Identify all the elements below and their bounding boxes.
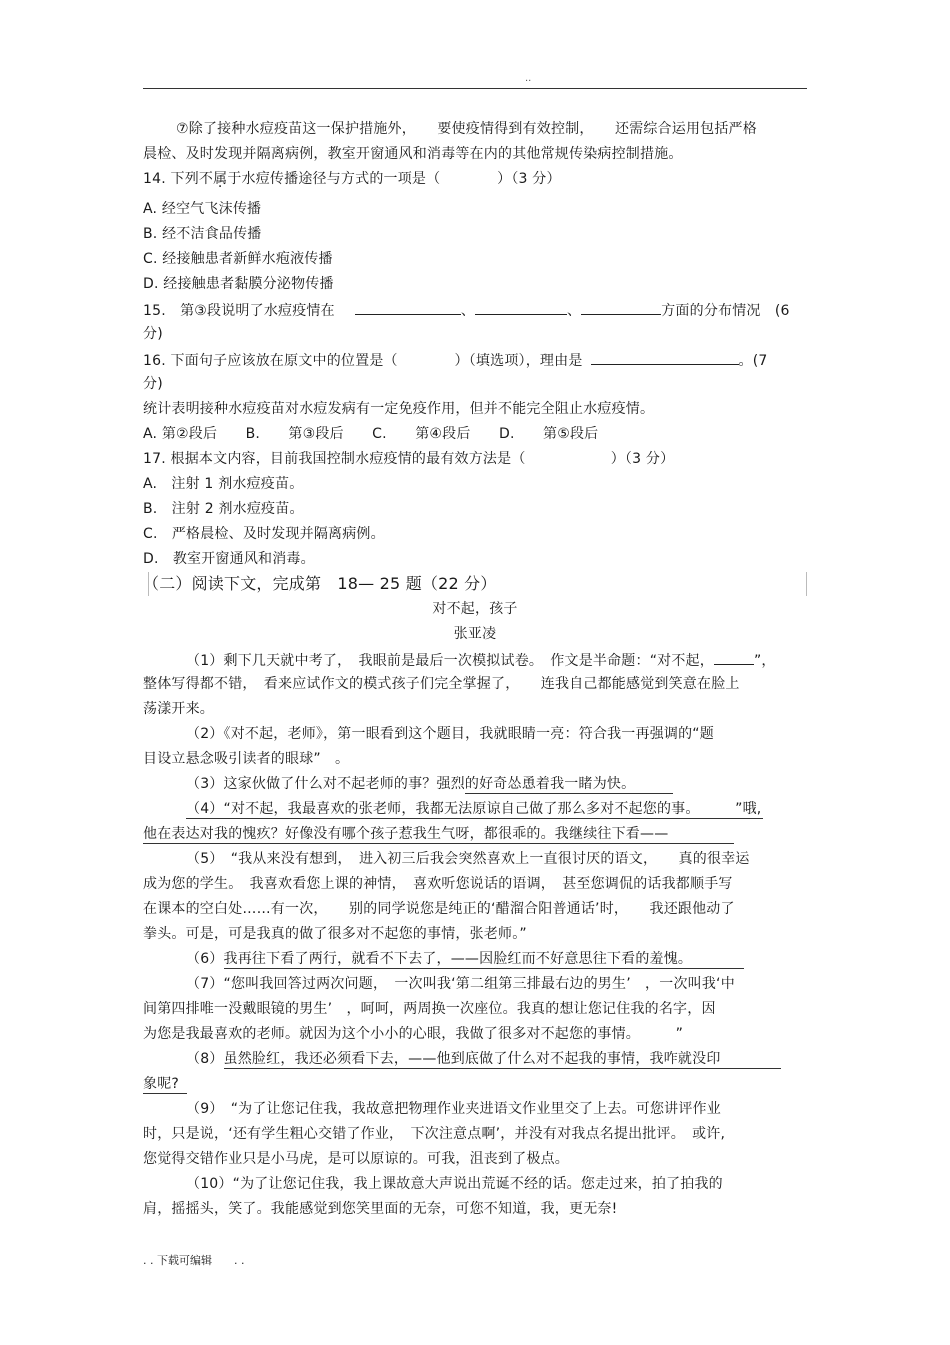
story-p4-text: （4）“对不起，我最喜欢的张老师，我都无法原谅自己做了那么多对不起您的事。 ”哦, xyxy=(186,801,762,817)
q14-option-d: D. 经接触患者黏膜分泌物传播 xyxy=(143,276,334,292)
story-p6-num: （6） xyxy=(186,951,224,967)
header-rule xyxy=(143,88,807,89)
story-p9-line-3: 您觉得交错作业只是小马虎，是可以原谅的。可我，沮丧到了极点。 xyxy=(143,1151,569,1167)
story-p4-line-2 xyxy=(143,825,734,843)
q15-stem: 15. 第③段说明了水痘疫情在 xyxy=(143,303,335,319)
question-15-stem xyxy=(143,300,790,320)
q17-option-c: C. 严格晨检、及时发现并隔离病例。 xyxy=(143,526,385,542)
q14-option-c: C. 经接触患者新鲜水疱液传播 xyxy=(143,251,333,267)
story-p7-line-1: （7）“您叫我回答过两次问题， 一次叫我‘第二组第三排最右边的男生’ ，一次叫我‘中 xyxy=(186,976,735,992)
q15-sep-1: 、 xyxy=(460,303,476,319)
story-p8-underlined-2: 象呢? xyxy=(143,1076,187,1094)
q16-tail: 。(7 xyxy=(738,353,768,369)
q16-tail-2: 分) xyxy=(143,376,163,392)
question-14-stem xyxy=(143,170,561,188)
footer-text: . . 下载可编辑 . . xyxy=(143,1254,245,1267)
q17-option-a: A. 注射 1 剂水痘疫苗。 xyxy=(143,476,304,492)
q15-tail-2: 分) xyxy=(143,326,163,342)
story-title: 对不起，孩子 xyxy=(432,601,518,617)
title-blank xyxy=(714,650,754,665)
story-p9-line-2: 时，只是说，‘还有学生粗心交错了作业， 下次注意点啊’，并没有对我点名提出批评。 或许, xyxy=(143,1126,726,1142)
story-p5-line-3: 在课本的空白处……有一次， 别的同学说您是纯正的‘醋溜合阳普通话’时， 我还跟他动了 xyxy=(143,901,735,917)
story-p1-line-1 xyxy=(186,650,776,670)
q14-stem-pre: 14. 下列 xyxy=(143,171,199,187)
story-p1-line-3: 荡漾开来。 xyxy=(143,701,214,717)
story-p7-line-3: 为您是我最喜欢的老师。就因为这个小小的心眼，我做了很多对不起您的事情。 ” xyxy=(143,1026,684,1042)
q15-blank-2[interactable] xyxy=(475,300,567,315)
story-p1-quote-end: ”， xyxy=(753,653,776,669)
header-dots: .. xyxy=(525,73,532,84)
q14-stem-post: 水痘传播途径与方式的一项是（ ）（3 分） xyxy=(241,171,561,187)
paragraph-7-line-1: ⑦除了接种水痘疫苗这一保护措施外， 要使疫情得到有效控制， 还需综合运用包括严格 xyxy=(176,121,757,137)
story-p7-line-2: 间第四排唯一没戴眼镜的男生’ ，呵呵，两周换一次座位。我真的想让您记住我的名字，因 xyxy=(143,1001,716,1017)
story-p8-underlined: 虽然脸红，我还必须看下去，——他到底做了什么对不起我的事情，我咋就没印 xyxy=(224,1051,781,1069)
story-p4-line-1 xyxy=(186,800,763,818)
story-p10-line-1: （10）“为了让您记住我，我上课故意大声说出荒诞不经的话。您走过来，拍了拍我的 xyxy=(186,1176,723,1192)
story-p10-line-2: 肩，摇摇头，笑了。我能感觉到您笑里面的无奈，可您不知道，我，更无奈! xyxy=(143,1201,618,1217)
q14-option-a: A. 经空气飞沫传播 xyxy=(143,201,262,217)
paragraph-7-line-2: 晨检、及时发现并隔离病例，教室开窗通风和消毒等在内的其他常规传染病控制措施。 xyxy=(143,146,683,162)
q14-option-b: B. 经不洁食品传播 xyxy=(143,226,262,242)
story-author: 张亚凌 xyxy=(453,626,497,642)
story-p1-line-2: 整体写得都不错， 看来应试作文的模式孩子们完全掌握了， 连我自己都能感觉到笑意在脸上 xyxy=(143,676,740,692)
q17-option-d: D. 教室开窗通风和消毒。 xyxy=(143,551,315,567)
story-p3 xyxy=(186,775,673,793)
section-right-bar xyxy=(806,572,808,596)
question-17-stem: 17. 根据本文内容，目前我国控制水痘疫情的最有效方法是（ ）（3 分） xyxy=(143,451,675,467)
q16-blank[interactable] xyxy=(591,350,739,365)
story-p3-text: （3）这家伙做了什么对不起老师的事？强烈 xyxy=(186,776,465,792)
q14-emphasis: 不属于 xyxy=(198,171,242,187)
story-p5-line-2: 成为您的学生。 我喜欢看您上课的神情， 喜欢听您说话的语调， 甚至您调侃的话我都顺手写 xyxy=(143,876,733,892)
story-p2-line-2: 目设立悬念吸引读者的眼球” 。 xyxy=(143,751,350,767)
story-p8-line-2 xyxy=(143,1075,187,1093)
story-p1-text: （1）剩下几天就中考了， 我眼前是最后一次模拟试卷。 作文是半命题：“对不起， xyxy=(186,653,714,669)
q16-sentence: 统计表明接种水痘疫苗对水痘发病有一定免疫作用，但并不能完全阻止水痘疫情。 xyxy=(143,401,655,417)
q15-tail: 方面的分布情况 (6 xyxy=(661,303,790,319)
section-2-heading: （二）阅读下文，完成第 18— 25 题（22 分） xyxy=(143,574,497,593)
story-p5-line-1: （5） “我从来没有想到， 进入初三后我会突然喜欢上一直很讨厌的语文， 真的很幸运 xyxy=(186,851,750,867)
story-p2-line-1: （2）《对不起，老师》，第一眼看到这个题目，我就眼睛一亮：符合我一再强调的“题 xyxy=(186,726,714,742)
q15-blank-1[interactable] xyxy=(355,300,461,315)
question-16-stem xyxy=(143,350,768,370)
story-p4-underlined: 他在表达对我的愧疚？好像没有哪个孩子惹我生气呀，都很乖的。我继续往下看—— xyxy=(143,826,734,844)
story-p8-num: （8） xyxy=(186,1051,224,1067)
story-p5-line-4: 拳头。可是，可是我真的做了很多对不起您的事情，张老师。” xyxy=(143,926,527,942)
story-p3-underlined: 的好奇怂恿着我一睹为快。 xyxy=(465,776,673,794)
q16-stem: 16. 下面句子应该放在原文中的位置是（ ）（填选项），理由是 xyxy=(143,353,583,369)
q15-sep-2: 、 xyxy=(567,303,582,319)
q15-blank-3[interactable] xyxy=(581,300,661,315)
story-p8-line-1 xyxy=(186,1050,781,1068)
q16-options: A. 第②段后 B. 第③段后 C. 第④段后 D. 第⑤段后 xyxy=(143,426,599,442)
story-p6-underlined: 我再往下看了两行，就看不下去了，——因脸红而不好意思往下看的羞愧。 xyxy=(224,951,745,969)
story-p9-line-1: （9） “为了让您记住我，我故意把物理作业夹进语文作业里交了上去。可您讲评作业 xyxy=(186,1101,721,1117)
story-p6 xyxy=(186,950,744,968)
q17-option-b: B. 注射 2 剂水痘疫苗。 xyxy=(143,501,304,517)
